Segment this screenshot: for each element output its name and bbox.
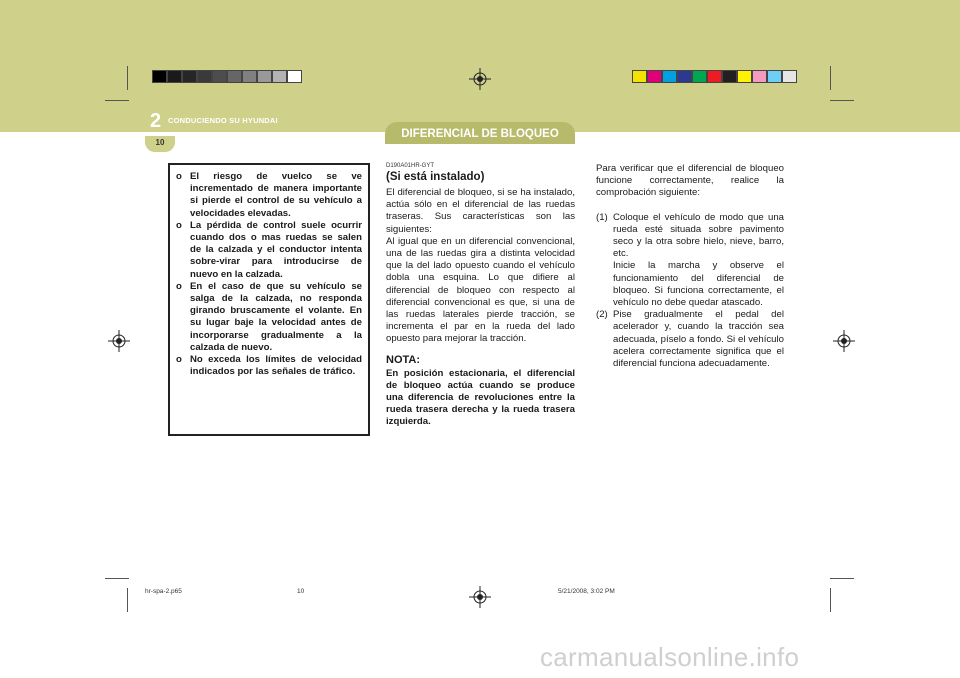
warning-item: o La pérdida de control suele ocurrir cuando dos o mas ruedas se salen de la calzada y el conductor intenta sobre-virar para introducirse de nuevo en la calzada. [176,219,362,280]
footer-page: 10 [297,588,305,595]
paragraph: El diferencial de bloqueo, si se ha instalado, actúa sólo en el diferencial de las ruedas traseras. Sus características son las siguientes: [386,187,575,235]
color-swatch [692,70,707,83]
color-swatch-bar [632,70,797,83]
crop-mark-br-v [830,588,831,612]
bullet: o [176,171,182,182]
step-item: (2) Pise gradualmente el pedal del acelerador y, cuando la tracción sea adecuada, píselo a fondo. Si el vehículo acelera correctamente significa que el diferencial funciona adecuadamente. [596,309,784,370]
color-swatch [782,70,797,83]
color-swatch [662,70,677,83]
crop-mark-tl-h [105,100,129,101]
warning-item: o El riesgo de vuelco se ve incrementado de manera importante si pierde el control de su vehículo a velocidades elevadas. [176,171,362,219]
crop-mark-tr-h [830,100,854,101]
color-swatch [287,70,302,83]
footer-timestamp: 5/21/2008, 3:02 PM [558,588,615,595]
page-number: 10 [145,136,175,152]
crosshair-target-icon [469,68,491,90]
grayscale-swatch-bar [152,70,302,83]
step-number: (2) [596,309,608,321]
crop-mark-tr-v [830,66,831,90]
intro-paragraph: Para verificar que el diferencial de bloqueo funcione correctamente, realice la comprobación siguiente: [596,163,784,199]
color-swatch [227,70,242,83]
step-number: (1) [596,211,608,223]
color-swatch [212,70,227,83]
bullet: o [176,354,182,366]
footer-filename: hr-spa-2.p65 [145,588,182,595]
header-band [0,0,960,132]
crosshair-target-icon [108,330,130,352]
color-swatch [167,70,182,83]
color-swatch [182,70,197,83]
color-swatch [152,70,167,83]
color-swatch [677,70,692,83]
color-swatch [722,70,737,83]
right-column [596,163,784,370]
color-swatch [272,70,287,83]
note-title: NOTA: [386,353,421,366]
note-text: En posición estacionaria, el diferencial de bloqueo actúa cuando se produce una diferencia de revoluciones entre la rueda trasera derecha y la rueda trasera izquierda. [386,367,575,428]
step-item: (1) Coloque el vehículo de modo que una rueda esté situada sobre pavimento seco y la otra sobre hielo, nieve, barro, etc. [596,211,784,260]
crop-mark-tl-v [127,66,128,90]
crop-mark-br-h [830,578,854,579]
step-extra: Inicie la marcha y observe el funcionamiento del diferencial de bloqueo. Si funciona correctamente, el vehículo no debe quedar atascado. [613,260,784,309]
chapter-title: CONDUCIENDO SU HYUNDAI [168,116,278,125]
warning-item: o No exceda los límites de velocidad indicados por las señales de tráfico. [176,354,362,378]
crosshair-target-icon [833,330,855,352]
color-swatch [752,70,767,83]
warning-item: o En el caso de que su vehículo se salga de la calzada, no responda girando bruscamente el volante. En su lugar baje la velocidad antes de incorporarse gradualmente a la calzada de nuevo. [176,280,362,353]
crosshair-target-icon [469,586,491,608]
paragraph: Al igual que en un diferencial convencional, una de las ruedas gira a distinta velocidad que la del lado opuesto cuando el vehículo dobla una esquina. Lo que difiere al diferencial de bloqueo con respecto al diferencial convencional es que, si una de las ruedas laterales pierde tracción, se incrementa el par en la rueda del lado opuesto para mejorar la tracción. [386,235,575,345]
warning-box [168,163,370,436]
color-swatch [737,70,752,83]
color-swatch [632,70,647,83]
color-swatch [707,70,722,83]
color-swatch [257,70,272,83]
color-swatch [647,70,662,83]
bullet: o [176,280,182,292]
subheading: (Si está instalado) [386,171,485,183]
crop-mark-bl-v [127,588,128,612]
chapter-number: 2 [150,110,162,132]
main-column [386,163,575,429]
color-swatch [242,70,257,83]
color-swatch [767,70,782,83]
crop-mark-bl-h [105,578,129,579]
color-swatch [197,70,212,83]
section-code: D190A01HR-GYT [386,163,435,169]
watermark-link[interactable]: carmanualsonline.info [540,642,800,672]
section-title-tab: DIFERENCIAL DE BLOQUEO [385,122,575,144]
bullet: o [176,219,182,231]
